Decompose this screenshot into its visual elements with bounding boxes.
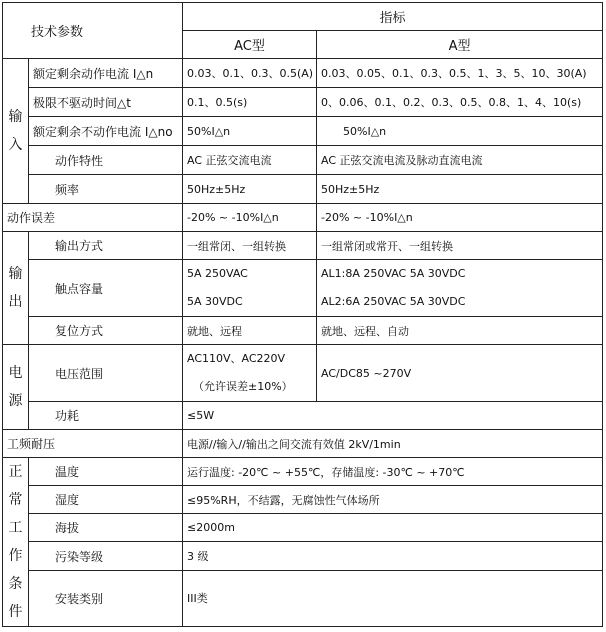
- row-label: 工频耐压: [3, 430, 183, 458]
- ac-value: 就地、远程: [183, 317, 317, 345]
- header-ac-type: AC型: [183, 31, 317, 59]
- ac-value: 0.1、0.5(s): [183, 88, 317, 117]
- group-input: 输 入: [3, 59, 29, 204]
- row-label: 污染等级: [29, 542, 183, 570]
- ac-value: -20% ~ -10%I△n: [183, 204, 317, 232]
- group-power: 电 源: [3, 345, 29, 430]
- value: III类: [183, 570, 603, 626]
- ac-value: AC110V、AC220V （允许误差±10%）: [183, 345, 317, 402]
- row-label: 触点容量: [29, 260, 183, 317]
- row-label: 海拔: [29, 514, 183, 542]
- ac-value: 5A 250VAC 5A 30VDC: [183, 260, 317, 317]
- ac-value: 0.03、0.1、0.3、0.5(A): [183, 59, 317, 88]
- row-label: 极限不驱动时间△t: [29, 88, 183, 117]
- row-label: 动作误差: [3, 204, 183, 232]
- value: 运行温度: -20℃ ~ +55℃，存储温度: -30℃ ~ +70℃: [183, 458, 603, 486]
- row-label: 温度: [29, 458, 183, 486]
- value: ≤95%RH，不结露，无腐蚀性气体场所: [183, 486, 603, 514]
- a-value: AL1:8A 250VAC 5A 30VDC AL2:6A 250VAC 5A 30VDC: [317, 260, 603, 317]
- row-label: 电压范围: [29, 345, 183, 402]
- a-value: 0.03、0.05、0.1、0.3、0.5、1、3、5、10、30(A): [317, 59, 603, 88]
- a-value: AC 正弦交流电流及脉动直流电流: [317, 146, 603, 175]
- a-value: AC/DC85 ~270V: [317, 345, 603, 402]
- row-label: 复位方式: [29, 317, 183, 345]
- row-label: 动作特性: [29, 146, 183, 175]
- row-label: 湿度: [29, 486, 183, 514]
- value: 3 级: [183, 542, 603, 570]
- row-label: 额定剩余不动作电流 I△no: [29, 117, 183, 146]
- group-output: 输 出: [3, 232, 29, 345]
- a-value: 50%I△n: [317, 117, 603, 146]
- header-param: 技术参数: [3, 3, 183, 59]
- ac-value: AC 正弦交流电流: [183, 146, 317, 175]
- spec-table: [2, 2, 603, 627]
- a-value: 一组常闭或常开、一组转换: [317, 232, 603, 260]
- value: 电源//输入//输出之间交流有效值 2kV/1min: [183, 430, 603, 458]
- header-a-type: A型: [317, 31, 603, 59]
- row-label: 功耗: [29, 402, 183, 430]
- a-value: 就地、远程、自动: [317, 317, 603, 345]
- row-label: 输出方式: [29, 232, 183, 260]
- row-label: 额定剩余动作电流 I△n: [29, 59, 183, 88]
- value: ≤2000m: [183, 514, 603, 542]
- ac-value: 50%I△n: [183, 117, 317, 146]
- header-spec: 指标: [183, 3, 603, 31]
- ac-value: 50Hz±5Hz: [183, 175, 317, 204]
- row-label: 频率: [29, 175, 183, 204]
- ac-value: 一组常闭、一组转换: [183, 232, 317, 260]
- a-value: 0、0.06、0.1、0.2、0.3、0.5、0.8、1、4、10(s): [317, 88, 603, 117]
- a-value: 50Hz±5Hz: [317, 175, 603, 204]
- value: ≤5W: [183, 402, 603, 430]
- group-env: 正 常 工 作 条 件: [3, 458, 29, 627]
- row-label: 安装类别: [29, 570, 183, 626]
- a-value: -20% ~ -10%I△n: [317, 204, 603, 232]
